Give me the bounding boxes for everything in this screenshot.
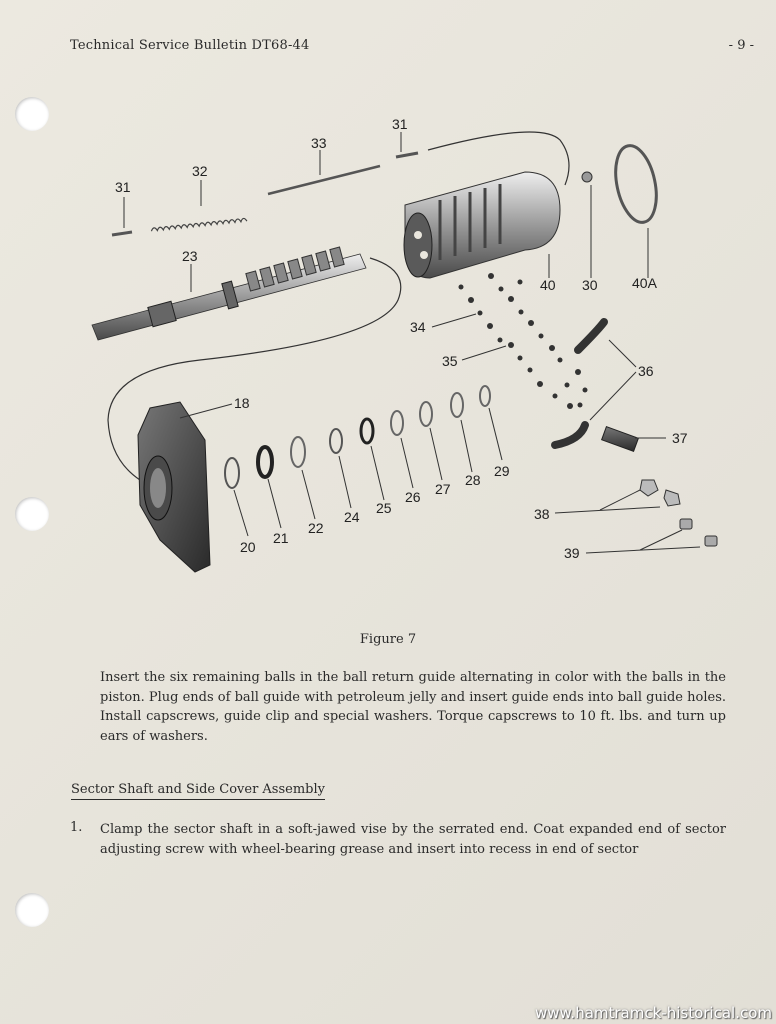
part-31-pin-left — [112, 232, 132, 235]
label-23: 23 — [182, 248, 198, 264]
binder-hole-bottom — [15, 893, 49, 927]
label-39: 39 — [564, 545, 580, 561]
part-32-spring — [151, 218, 247, 231]
figure-caption: Figure 7 — [359, 632, 417, 647]
seal-rings — [225, 386, 490, 488]
part-40-piston — [404, 172, 560, 278]
label-30: 30 — [582, 277, 598, 293]
label-18: 18 — [234, 395, 250, 411]
part-40a-ring — [609, 142, 662, 226]
label-38: 38 — [534, 506, 550, 522]
section-heading: Sector Shaft and Side Cover Assembly — [71, 782, 325, 800]
part-36-ball-guide-upper — [578, 322, 604, 350]
part-31-pin-right — [396, 153, 418, 157]
label-31a: 31 — [115, 179, 131, 195]
page-number: - 9 - — [728, 38, 754, 53]
label-36: 36 — [638, 363, 654, 379]
bulletin-title: Technical Service Bulletin DT68-44 — [70, 38, 310, 53]
label-22: 22 — [308, 520, 324, 536]
watermark: www.hamtramck-historical.com — [535, 1004, 772, 1022]
label-21: 21 — [273, 530, 289, 546]
part-34-35-balls — [459, 273, 588, 409]
label-27: 27 — [435, 481, 451, 497]
part-18-housing — [138, 402, 210, 572]
part-37-guide-clip — [602, 427, 639, 452]
step-number: 1. — [70, 820, 83, 835]
part-30-plug — [582, 172, 592, 182]
part-38-washer-a — [640, 480, 658, 496]
label-37: 37 — [672, 430, 688, 446]
label-20: 20 — [240, 539, 256, 555]
label-32: 32 — [192, 163, 208, 179]
assembly-arrow-to-piston — [428, 132, 569, 185]
label-35: 35 — [442, 353, 458, 369]
label-40: 40 — [540, 277, 556, 293]
part-38-washer-b — [664, 490, 680, 506]
label-25: 25 — [376, 500, 392, 516]
label-34: 34 — [410, 319, 426, 335]
step-text: Clamp the sector shaft in a soft-jawed vise by the serrated end. Coat expanded end of sector adjusting screw with wheel-bearing grease and insert into recess in end of sector — [100, 822, 726, 857]
label-29: 29 — [494, 463, 510, 479]
label-31b: 31 — [392, 116, 408, 132]
part-39-capscrew-b — [705, 536, 717, 546]
label-28: 28 — [465, 472, 481, 488]
label-26: 26 — [405, 489, 421, 505]
label-40a: 40A — [632, 275, 657, 291]
label-33: 33 — [311, 135, 327, 151]
label-24: 24 — [344, 509, 360, 525]
part-39-capscrew-a — [680, 519, 692, 529]
part-36-ball-guide-lower — [555, 425, 585, 445]
part-23-worm-shaft — [92, 247, 366, 340]
part-33-rod — [268, 166, 380, 194]
instruction-paragraph: Insert the six remaining balls in the ball return guide alternating in color with the balls in the piston. Plug ends of ball guide with petroleum jelly and insert guide ends into ball guide holes. Install capscrews, guide clip and special washers. Torque capscrews to 10 ft. lbs. and turn up ears of washers. — [100, 670, 726, 744]
exploded-view-diagram — [0, 100, 776, 590]
